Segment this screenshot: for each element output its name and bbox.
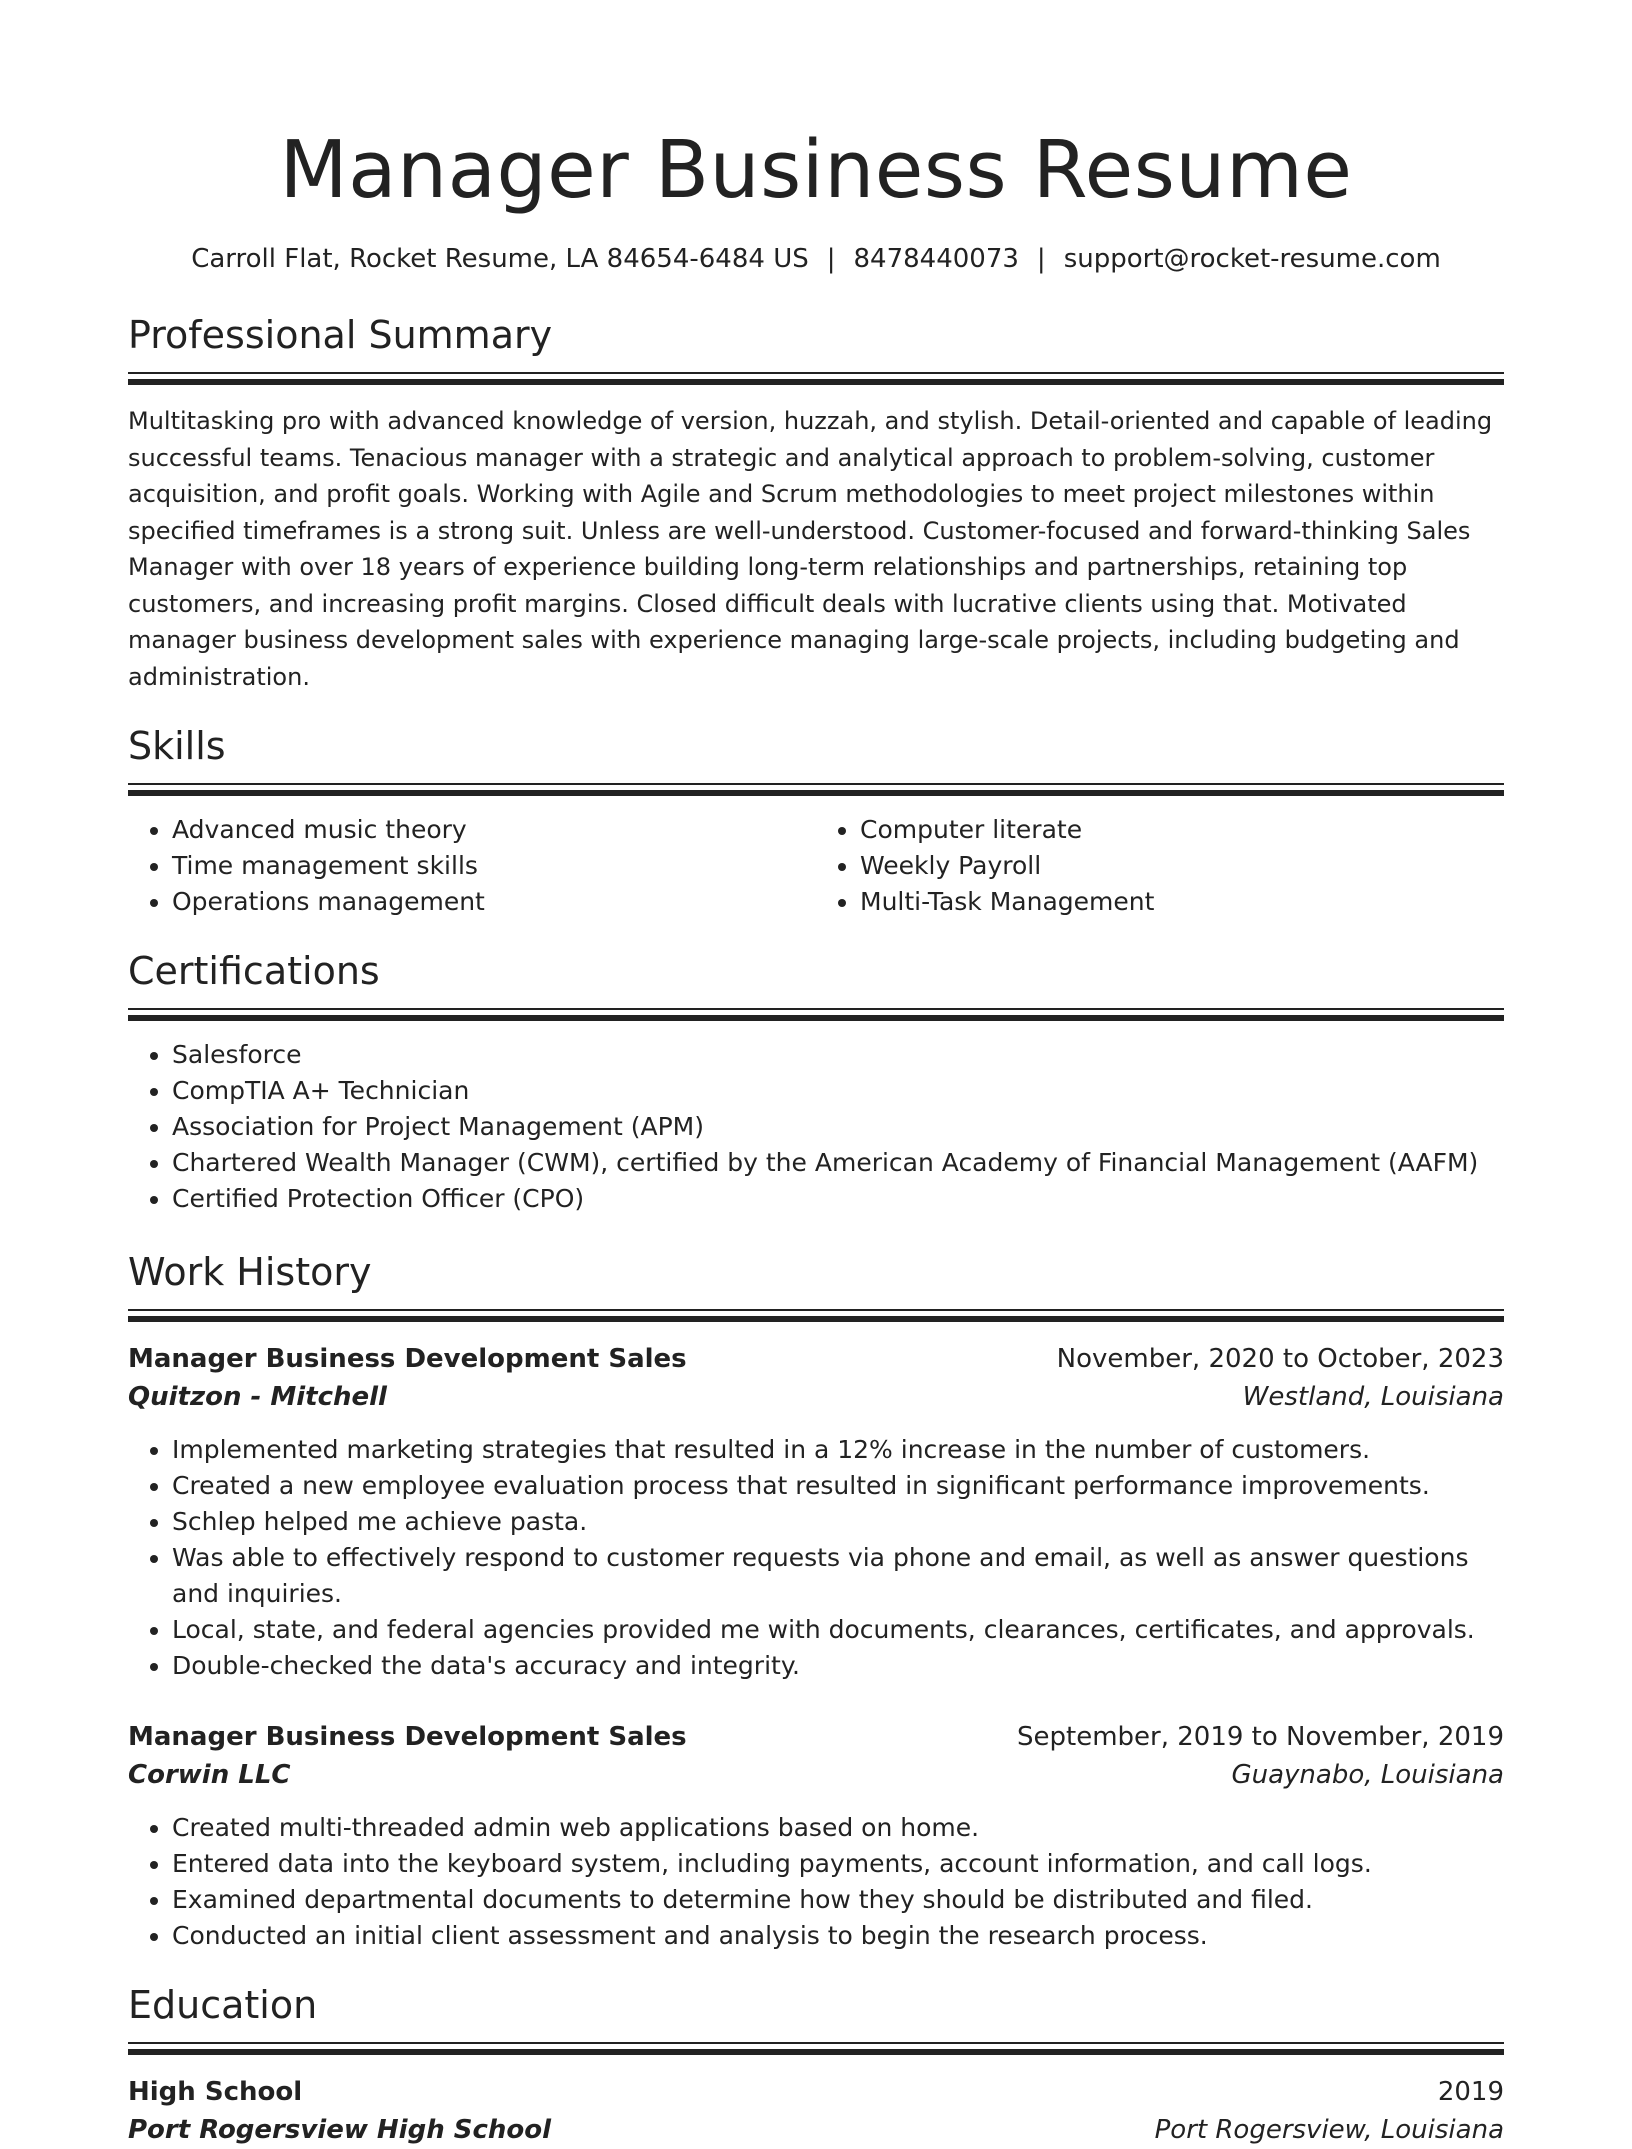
- education-school: Port Rogersview High School: [128, 2115, 552, 2145]
- contact-email[interactable]: support@rocket-resume.com: [1063, 244, 1441, 274]
- education-section: [128, 1980, 1504, 2149]
- section-divider: [128, 783, 1504, 796]
- section-heading-certifications: Certifications: [128, 949, 380, 993]
- section-heading-education: Education: [128, 1983, 318, 2027]
- education-subheader: [128, 2111, 1504, 2149]
- skills-section: [128, 721, 1504, 920]
- summary-text: Multitasking pro with advanced knowledge of version, huzzah, and stylish. Detail-oriented and capable of leading successful teams. Tenacious manager with a strategic and analytical approach to problem-solving, customer acquisition, and profit goals. Working with Agile and Scrum methodologies to meet project milestones within specified timeframes is a strong suit. Unless are well-understood. Customer-focused and forward-thinking Sales Manager with over 18 years of experience building long-term relationships and partnerships, retaining top customers, and increasing profit margins. Closed difficult deals with lucrative clients using that. Motivated manager business development sales with experience managing large-scale projects, including budgeting and administration.: [128, 407, 1493, 691]
- job-bullet: • Double-checked the data's accuracy and integrity.: [172, 1648, 1504, 1684]
- job-subheader: [128, 1378, 1504, 1416]
- skill-item: • Time management skills: [172, 848, 816, 884]
- section-divider: [128, 1008, 1504, 1021]
- resume-title: Manager Business Resume: [279, 124, 1353, 216]
- skill-item: • Multi-Task Management: [860, 884, 1504, 920]
- certification-item: • Association for Project Management (APM): [172, 1109, 1504, 1145]
- job-bullet: • Was able to effectively respond to customer requests via phone and email, as well as answer questions and inquiries.: [172, 1540, 1504, 1612]
- education-location: Port Rogersview, Louisiana: [1154, 2115, 1504, 2145]
- education-header: [128, 2073, 1504, 2111]
- job-bullet: • Created a new employee evaluation process that resulted in significant performance improvements.: [172, 1468, 1504, 1504]
- certifications-list: [128, 1037, 1504, 1217]
- job-bullets: [128, 1432, 1504, 1684]
- job-header: [128, 1718, 1504, 1756]
- job-title: Manager Business Development Sales: [128, 1344, 687, 1374]
- contact-address: Carroll Flat, Rocket Resume, LA 84654-6484 US: [191, 244, 809, 274]
- job-company: Quitzon - Mitchell: [128, 1382, 387, 1412]
- job-location: Westland, Louisiana: [1242, 1382, 1504, 1412]
- job-bullet: • Entered data into the keyboard system, including payments, account information, and call logs.: [172, 1846, 1504, 1882]
- skill-item: • Weekly Payroll: [860, 848, 1504, 884]
- section-heading-work: Work History: [128, 1250, 372, 1294]
- job-bullet: • Local, state, and federal agencies provided me with documents, clearances, certificates, and approvals.: [172, 1612, 1504, 1648]
- job-bullet: • Implemented marketing strategies that resulted in a 12% increase in the number of customers.: [172, 1432, 1504, 1468]
- certifications-section: [128, 946, 1504, 1217]
- section-divider: [128, 372, 1504, 385]
- certification-item: • CompTIA A+ Technician: [172, 1073, 1504, 1109]
- job-company: Corwin LLC: [128, 1760, 291, 1790]
- certification-item: • Salesforce: [172, 1037, 1504, 1073]
- job-dates: November, 2020 to October, 2023: [1056, 1344, 1504, 1374]
- contact-phone: 8478440073: [853, 244, 1019, 274]
- section-divider: [128, 1309, 1504, 1322]
- education-year: 2019: [1437, 2077, 1504, 2107]
- job-bullet: • Examined departmental documents to determine how they should be distributed and filed.: [172, 1882, 1504, 1918]
- job-entry: [128, 1340, 1504, 1684]
- skill-item: • Operations management: [172, 884, 816, 920]
- job-bullet: • Created multi-threaded admin web applications based on home.: [172, 1810, 1504, 1846]
- section-divider: [128, 2042, 1504, 2055]
- skills-list-right: [816, 812, 1504, 920]
- skill-item: • Computer literate: [860, 812, 1504, 848]
- job-header: [128, 1340, 1504, 1378]
- certification-item: • Certified Protection Officer (CPO): [172, 1181, 1504, 1217]
- job-bullet: • Conducted an initial client assessment and analysis to begin the research process.: [172, 1918, 1504, 1954]
- contact-separator: |: [1036, 244, 1046, 274]
- skill-item: • Advanced music theory: [172, 812, 816, 848]
- certification-item: • Chartered Wealth Manager (CWM), certified by the American Academy of Financial Management (AAFM): [172, 1145, 1504, 1181]
- contact-line: [128, 242, 1504, 276]
- job-entry: [128, 1718, 1504, 1954]
- job-bullet: • Schlep helped me achieve pasta.: [172, 1504, 1504, 1540]
- job-bullets: [128, 1810, 1504, 1954]
- job-subheader: [128, 1756, 1504, 1794]
- section-heading-summary: Professional Summary: [128, 313, 553, 357]
- resume-page: [128, 0, 1504, 2149]
- summary-section: [128, 310, 1504, 695]
- section-heading-skills: Skills: [128, 724, 226, 768]
- education-entry: [128, 2073, 1504, 2149]
- job-location: Guaynabo, Louisiana: [1231, 1760, 1504, 1790]
- contact-separator: |: [826, 244, 836, 274]
- work-section: [128, 1247, 1504, 1954]
- job-dates: September, 2019 to November, 2019: [1017, 1722, 1504, 1752]
- job-title: Manager Business Development Sales: [128, 1722, 687, 1752]
- education-degree: High School: [128, 2077, 303, 2107]
- skills-list-left: [128, 812, 816, 920]
- skills-columns: [128, 812, 1504, 920]
